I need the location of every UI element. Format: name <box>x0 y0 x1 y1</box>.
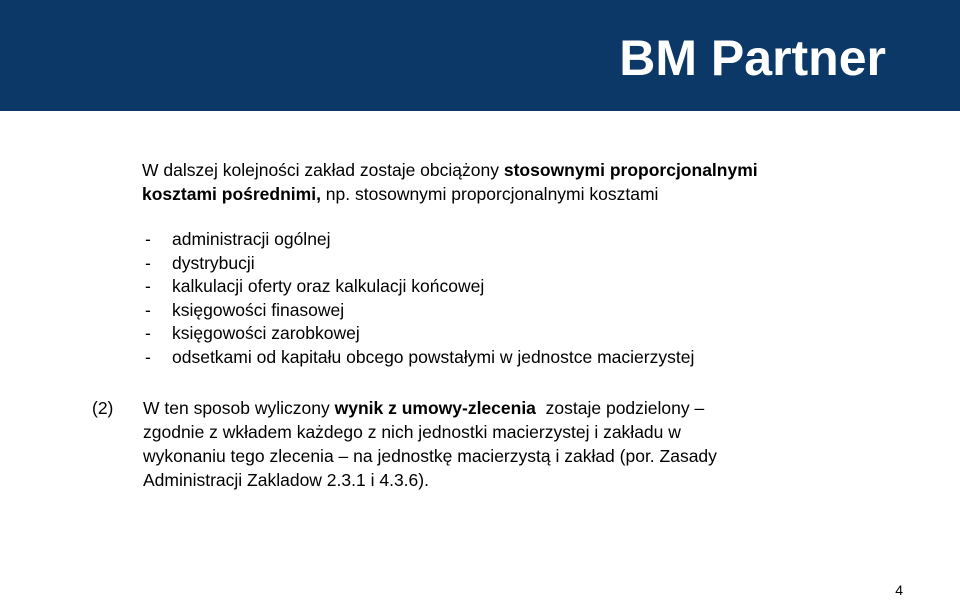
list-dash: - <box>145 323 151 343</box>
paragraph-2-body <box>143 396 833 492</box>
list-item-text: księgowości zarobkowej <box>172 323 360 343</box>
paragraph-2-line-2: zgodnie z wkładem każdego z nich jednostki macierzystej i zakładu w <box>143 422 681 442</box>
list-item-text: odsetkami od kapitału obcego powstałymi w jednostce macierzystej <box>172 346 695 367</box>
list-item-text: kalkulacji oferty oraz kalkulacji końcowej <box>172 276 485 296</box>
paragraph-2-line-1-bold: wynik z umowy-zlecenia <box>334 398 536 418</box>
list-dash: - <box>145 299 151 320</box>
list-item-text: dystrybucji <box>172 252 255 273</box>
list-dash: - <box>145 346 151 367</box>
intro-line-1 <box>142 158 862 182</box>
intro-line-1-text: W dalszej kolejności zakład zostaje obciążony <box>142 160 504 180</box>
intro-line-2-bold: kosztami pośrednimi, <box>142 184 321 204</box>
list-item <box>145 228 694 252</box>
page-number: 4 <box>895 582 903 598</box>
intro-line-1-bold: stosownymi proporcjonalnymi <box>503 160 758 180</box>
paragraph-2-line-3: wykonaniu tego zlecenia – na jednostkę macierzystą i zakład (por. Zasady <box>143 446 717 466</box>
paragraph-2-line-4: Administracji Zakladow 2.3.1 i 4.3.6). <box>143 470 429 490</box>
brand-title: BM Partner <box>619 30 886 86</box>
list-item <box>145 322 694 346</box>
cost-list <box>145 228 694 369</box>
intro-line-2-text: np. stosownymi proporcjonalnymi kosztami <box>320 184 659 204</box>
list-dash: - <box>145 276 151 296</box>
paragraph-2-line-1-rest: zostaje podzielony – <box>535 398 705 418</box>
list-dash: - <box>145 229 151 249</box>
paragraph-2-line-1-text: W ten sposob wyliczony <box>143 398 335 418</box>
paragraph-2-line-1 <box>143 396 833 420</box>
list-item-text: administracji ogólnej <box>172 229 331 249</box>
list-item <box>145 275 694 299</box>
intro-line-2 <box>142 182 862 206</box>
list-item <box>145 346 694 370</box>
list-item <box>145 252 694 276</box>
list-item <box>145 299 694 323</box>
paragraph-number: (2) <box>92 398 114 418</box>
list-item-text: księgowości finasowej <box>172 299 345 320</box>
intro-paragraph <box>142 158 862 206</box>
list-dash: - <box>145 252 151 273</box>
